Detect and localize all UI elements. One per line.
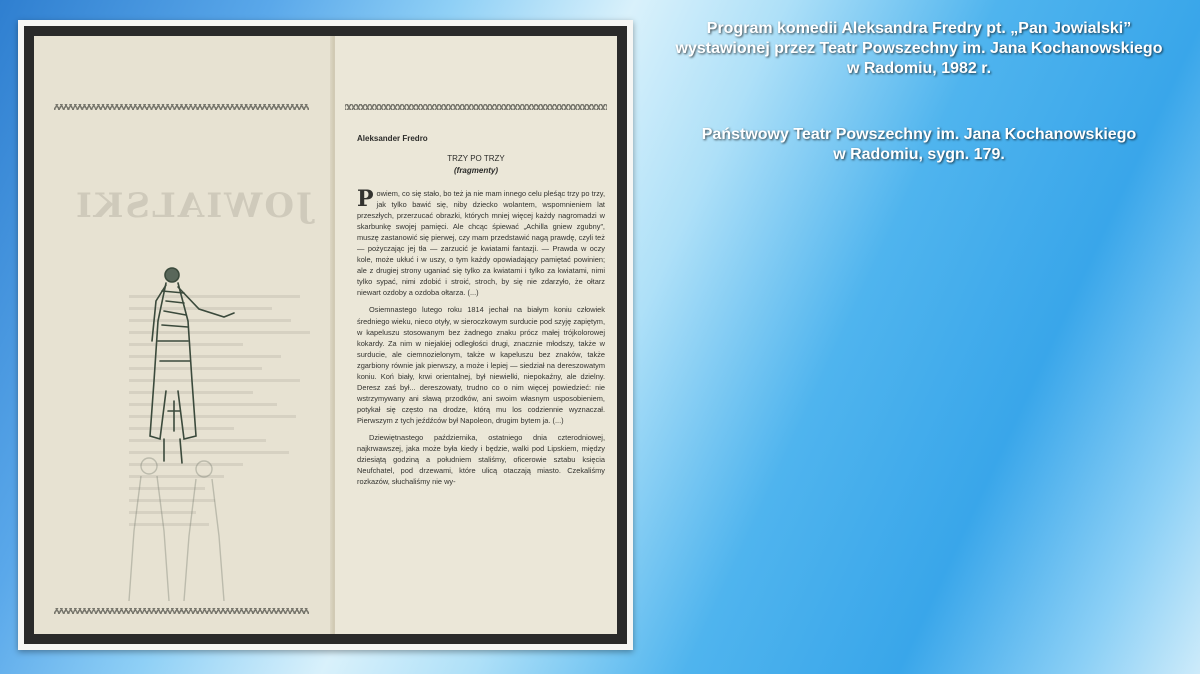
drop-cap: P: [357, 188, 374, 212]
work-subtitle: (fragmenty): [453, 166, 498, 175]
paragraph-1: [357, 188, 605, 298]
right-page: [335, 36, 617, 634]
excerpt-text: [357, 188, 605, 634]
ornament-border-top-right: [345, 104, 607, 110]
scan-background: [24, 26, 627, 644]
left-page: [34, 36, 334, 634]
caption-line-3: w Radomiu, 1982 r.: [846, 60, 992, 77]
paragraph-2: Osiemnastego lutego roku 1814 jechał na białym koniu człowiek średniego wieku, nieco otyły, w sieroczkowym surducie pod szyję zapiętym, w kapeluszu stosowanym bez żadnego znaku prócz małej trójkolorowej kokardy. Za nim w niejakiej odległości drugi, znacznie młodszy, także w surducie, ale ciemnozielonym, także w kapeluszu bez znaków, także zgarbiony równie jak pierwszy, a może i lepiej — siedział na dereszowatym koniu. Koń biały, krwi orientalnej, był niewielki, niepokaźny, ale dzielny. Deresz zaś był... dereszowaty, trudno co o nim więcej powiedzieć: nie wstrzymywany ani sławą przodków, ani swoim własnym usposobieniem, potykał się często na drodze, którą mu los codziennie wyznaczał. Pierwszym z tych jeźdźców był Napoleon, drugim bytem ja. (...): [357, 305, 605, 425]
faded-figures-illustration: [114, 451, 244, 611]
ornament-border-bottom-left: [54, 608, 309, 614]
mirrored-title: JOWIALSKI: [74, 186, 313, 226]
archive-line-2: w Radomiu, sygn. 179.: [833, 146, 1005, 163]
program-spread: [34, 36, 617, 634]
ornament-border-top-left: [54, 104, 309, 110]
work-title: TRZY PO TRZY: [447, 154, 505, 163]
paragraph-3: Dziewiętnastego października, ostatniego dnia czterodniowej, najkrwawszej, jaka może była kiedy i będzie, walki pod Lipskiem, między dziesiątą godziną a południem staliśmy, oficerowie sztabu księcia Neufchatel, pod drzewami, które ulicą otaczają miasto. Czekaliśmy rozkazów, słuchaliśmy nie wy-: [357, 432, 605, 487]
archive-reference-caption: [645, 125, 1193, 165]
paragraph-1-text: owiem, co się stało, bo też ja nie mam innego celu pleśąc trzy po trzy, jak tylko bawić się, niby dziecko wolantem, wspomnieniem lat przeszłych, przerzucać obrazki, których mniej więcej każdy nagromadzi w skarbunkę swojej pamięci. Ale chcąc śpiewać „Achilla gniew zgubny”, muszę zastanowić się pierwej, czy mam przedstawić nagą prawdę, czyli też — pożyczając jej tła — zarzucić je kwiatami fantazji. — Prawda w oczy kole, może ukłuć i w uszy, o tym każdy opowiadający pamiętać powinien; ale z drugiej strony uganiać się tylko za kwiatami i tylko za kwiatami, nimi tylko sypać, nimi zdobić i stroić, stroch, by się nie zdarzyło, że ołtarz niewart ozdoby a ozdoba ołtarza. (...): [357, 189, 605, 298]
caption-line-1: Program komedii Aleksandra Fredry pt. „Pan Jowialski”: [706, 20, 1132, 37]
caption-line-2: wystawionej przez Teatr Powszechny im. Jana Kochanowskiego: [675, 40, 1163, 57]
scanned-program-frame: [18, 20, 633, 650]
archive-line-1: Państwowy Teatr Powszechny im. Jana Kochanowskiego: [701, 126, 1137, 143]
standing-man-illustration: [144, 261, 244, 471]
program-description-caption: [645, 19, 1193, 79]
author-name: Aleksander Fredro: [357, 134, 428, 143]
